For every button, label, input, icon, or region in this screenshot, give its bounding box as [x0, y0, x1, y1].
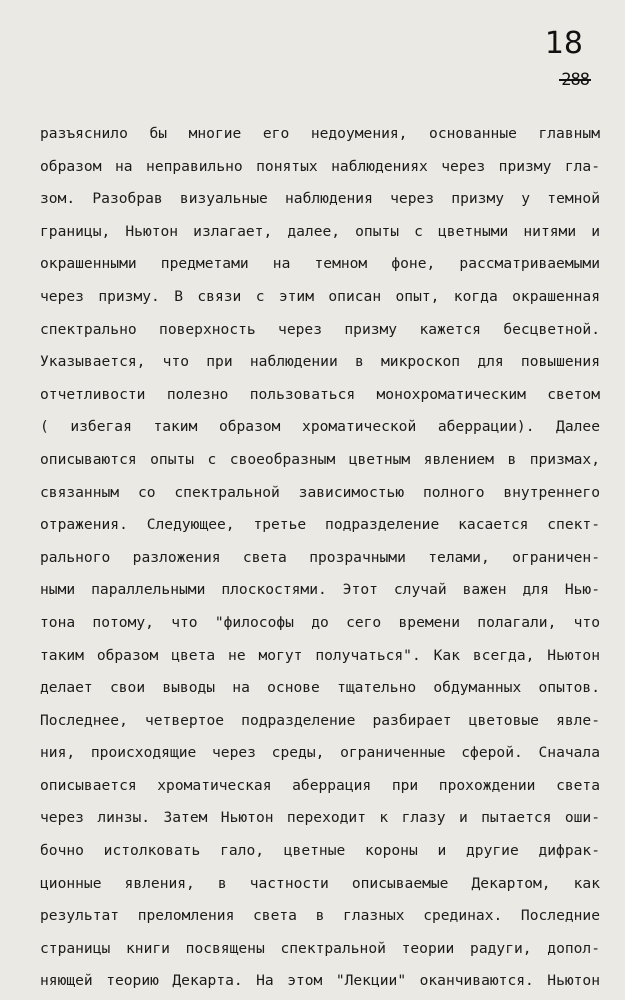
text-line: ционные явления, в частности описываемые Декартом, как	[40, 874, 600, 892]
text-line: разъяснило бы многие его недоумения, основанные главным	[40, 125, 600, 142]
text-line: зом. Разобрав визуальные наблюдения через призму у темной	[40, 190, 600, 208]
text-line: бочно истолковать гало, цветные короны и другие дифрак-	[40, 842, 600, 860]
text-line: Указывается, что при наблюдении в микроскоп для повышения	[40, 353, 600, 371]
text-line: отчетливости полезно пользоваться монохроматическим светом	[40, 385, 600, 403]
text-line: ния, происходящие через среды, ограниченные сферой. Сначала	[40, 744, 600, 762]
text-line: ( избегая таким образом хроматической аберрации). Далее	[40, 418, 600, 436]
text-line: границы, Ньютон излагает, далее, опыты с цветными нитями и	[40, 222, 600, 240]
text-line: ными параллельными плоскостями. Этот случай важен для Нью-	[40, 581, 600, 599]
text-line: связанным со спектральной зависимостью полного внутреннего	[40, 483, 600, 501]
text-line: образом на неправильно понятых наблюдениях через призму гла-	[40, 157, 600, 175]
text-line: окрашенными предметами на темном фоне, рассматриваемыми	[40, 255, 600, 273]
text-line: спектрально поверхность через призму кажется бесцветной.	[40, 320, 600, 338]
page-number: 18	[544, 26, 583, 61]
body-text	[40, 118, 600, 998]
text-line: рального разложения света прозрачными телами, ограничен-	[40, 548, 600, 566]
crossed-out-page-number: 288	[561, 70, 589, 90]
text-line: результат преломления света в глазных срединах. Последние	[40, 907, 600, 925]
text-line: няющей теорию Декарта. На этом "Лекции" оканчиваются. Ньютон	[40, 972, 600, 990]
text-line: страницы книги посвящены спектральной теории радуги, допол-	[40, 939, 600, 957]
text-line: Последнее, четвертое подразделение разбирает цветовые явле-	[40, 711, 600, 729]
text-line: отражения. Следующее, третье подразделение касается спект-	[40, 516, 600, 534]
text-line: описываются опыты с своеобразным цветным явлением в призмах,	[40, 450, 600, 468]
text-line: через линзы. Затем Ньютон переходит к глазу и пытается оши-	[40, 809, 600, 827]
text-line: описывается хроматическая аберрация при прохождении света	[40, 776, 600, 794]
text-line: через призму. В связи с этим описан опыт, когда окрашенная	[40, 287, 600, 305]
text-line: тона потому, что "философы до сего времени полагали, что	[40, 613, 600, 631]
text-line: делает свои выводы на основе тщательно обдуманных опытов.	[40, 679, 600, 697]
text-line: таким образом цвета не могут получаться". Как всегда, Ньютон	[40, 646, 600, 664]
